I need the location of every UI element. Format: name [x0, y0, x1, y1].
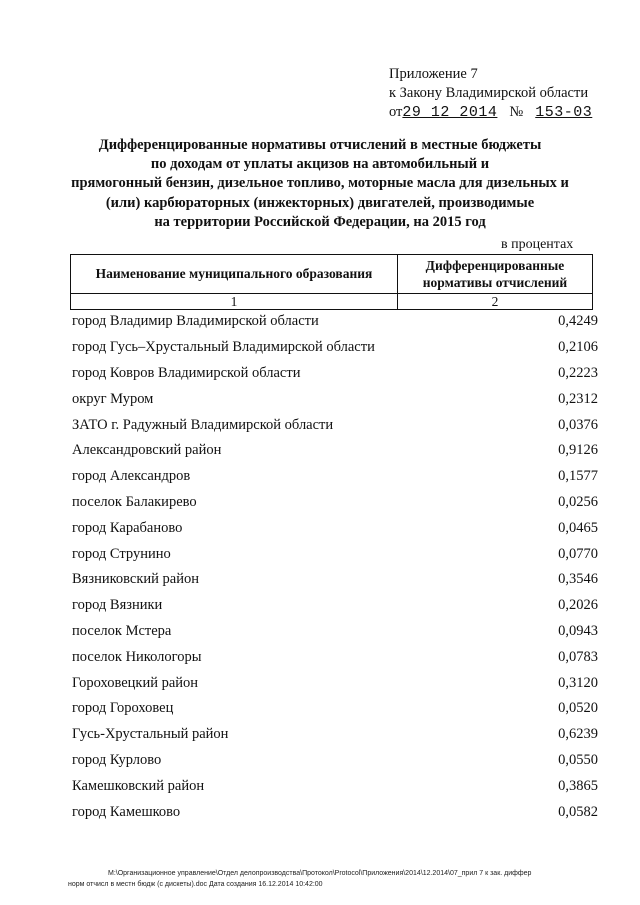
municipality-name: город Ковров Владимирской области — [72, 364, 301, 381]
table-row — [72, 515, 598, 541]
table-row — [72, 309, 598, 335]
normative-value: 0,3865 — [558, 777, 598, 794]
normative-value: 0,0520 — [558, 700, 598, 717]
title-line: на территории Российской Федерации, на 2015 год — [154, 213, 486, 230]
normative-value: 0,6239 — [558, 726, 598, 743]
normative-value: 0,0465 — [558, 519, 598, 536]
municipality-name: Гусь-Хрустальный район — [72, 726, 229, 743]
normative-value: 0,2223 — [558, 364, 598, 381]
table-header — [70, 254, 593, 310]
normative-value: 0,3546 — [558, 571, 598, 588]
from-label: от — [389, 104, 403, 120]
table-row — [72, 464, 598, 490]
title-line: (или) карбюраторных (инжекторных) двигателей, производимые — [105, 194, 535, 211]
header-normative-line: Дифференцированные — [425, 258, 565, 273]
municipality-name: город Струнино — [72, 545, 171, 562]
title-line: Дифференцированные нормативы отчислений в местные бюджеты — [98, 137, 542, 153]
normative-value: 0,2106 — [558, 339, 598, 356]
header-municipality: Наименование муниципального образования — [71, 255, 398, 294]
table-row — [72, 670, 598, 696]
normative-value: 0,9126 — [558, 442, 598, 459]
table-row — [72, 361, 598, 387]
unit-label: в процентах — [501, 237, 574, 252]
table-row — [72, 722, 598, 748]
normative-value: 0,1577 — [558, 468, 598, 485]
normative-value: 0,0376 — [558, 416, 598, 433]
municipality-name: город Гусь–Хрустальный Владимирской области — [72, 339, 375, 356]
municipality-name: город Курлово — [72, 751, 162, 768]
document-title — [40, 136, 600, 232]
municipality-name: Вязниковский район — [72, 571, 199, 588]
municipality-name: Гороховецкий район — [72, 674, 199, 691]
header-normative — [398, 255, 593, 294]
table-row — [72, 386, 598, 412]
municipality-name: город Карабаново — [72, 519, 183, 536]
title-line: по доходам от уплаты акцизов на автомобильный и — [150, 156, 490, 173]
table-row — [72, 619, 598, 645]
header-normative-line: нормативы отчислений — [422, 275, 568, 290]
municipality-name: поселок Мстера — [72, 622, 172, 639]
normative-value: 0,3120 — [558, 674, 598, 691]
table-body — [72, 309, 598, 825]
appendix-law-reference: к Закону Владимирской области — [389, 85, 589, 101]
appendix-date-line — [389, 103, 592, 122]
municipality-name: Александровский район — [72, 442, 222, 459]
municipality-name: поселок Никологоры — [72, 648, 202, 665]
law-number: 153-03 — [535, 104, 593, 121]
table-row — [72, 490, 598, 516]
municipality-name: округ Муром — [72, 390, 154, 407]
footer-path-line: М:\Организационное управление\Отдел делопроизводства\Протокол\Protocol\Приложения\2014\12.2014\07_прил 7 к зак. диффер — [108, 870, 532, 877]
municipality-name: Камешковский район — [72, 777, 205, 794]
law-date: 29 12 2014 — [402, 104, 498, 121]
table-row — [72, 412, 598, 438]
municipality-name: ЗАТО г. Радужный Владимирской области — [72, 416, 334, 433]
title-line: прямогонный бензин, дизельное топливо, моторные масла для дизельных и — [71, 175, 569, 192]
file-path-footer — [68, 868, 628, 890]
normative-value: 0,4249 — [558, 313, 598, 330]
table-row — [72, 773, 598, 799]
municipality-name: город Камешково — [72, 803, 181, 820]
table-row — [72, 335, 598, 361]
normative-value: 0,0783 — [558, 648, 598, 665]
municipality-name: город Владимир Владимирской области — [72, 313, 319, 330]
normative-value: 0,0256 — [558, 493, 598, 510]
appendix-number: Приложение 7 — [389, 66, 478, 82]
normative-value: 0,0582 — [558, 803, 598, 820]
normative-value: 0,2312 — [558, 390, 598, 407]
normative-value: 0,0943 — [558, 622, 598, 639]
column-number-2: 2 — [398, 294, 593, 310]
municipality-name: город Александров — [72, 468, 191, 485]
municipality-name: город Вязники — [72, 597, 163, 614]
table-row — [72, 748, 598, 774]
footer-date-line: норм отчисл в местн бюдж (с дискеты).doc Дата создания 16.12.2014 10:42:00 — [68, 881, 323, 888]
table-row — [72, 438, 598, 464]
table-row — [72, 541, 598, 567]
normative-value: 0,2026 — [558, 597, 598, 614]
appendix-block — [389, 65, 592, 122]
municipality-name: город Гороховец — [72, 700, 174, 717]
normative-value: 0,0550 — [558, 751, 598, 768]
table-row — [72, 799, 598, 825]
column-number-1: 1 — [71, 294, 398, 310]
table-row — [72, 696, 598, 722]
table-row — [72, 567, 598, 593]
table-row — [72, 644, 598, 670]
table-row — [72, 593, 598, 619]
municipality-name: поселок Балакирево — [72, 493, 197, 510]
number-sign: № — [509, 104, 524, 120]
normative-value: 0,0770 — [558, 545, 598, 562]
